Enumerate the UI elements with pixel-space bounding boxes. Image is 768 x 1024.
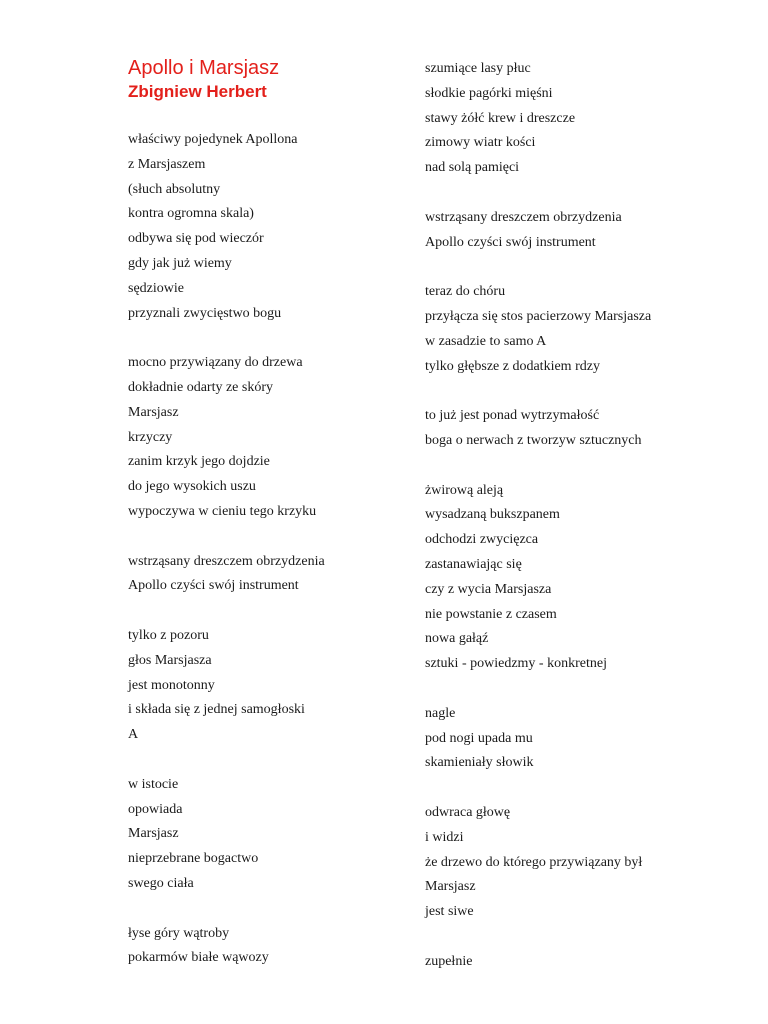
poem-line: kontra ogromna skala): [128, 206, 254, 222]
poem-line: Marsjasz: [425, 879, 476, 895]
poem-line: w zasadzie to samo A: [425, 333, 547, 349]
poem-line: wysadzaną bukszpanem: [425, 507, 560, 523]
poem-line: w istocie: [128, 776, 179, 792]
poem-line: właściwy pojedynek Apollona: [128, 132, 298, 147]
poem-line: Marsjasz: [128, 404, 179, 420]
poem-line: sztuki - powiedzmy - konkretnej: [425, 656, 607, 672]
poem-line: nad solą pamięci: [425, 160, 520, 176]
poem-author: Zbigniew Herbert: [128, 82, 267, 101]
poem-line: teraz do chóru: [425, 284, 506, 300]
poem-line: gdy jak już wiemy: [128, 255, 232, 271]
poem-line: skamieniały słowik: [425, 755, 534, 771]
poem-line: do jego wysokich uszu: [128, 479, 256, 495]
poem-line: jest siwe: [425, 904, 474, 920]
stanza: [128, 550, 325, 600]
stanza: [425, 950, 472, 975]
poem-line: żwirową aleją: [425, 482, 504, 498]
poem-line: A: [128, 727, 139, 743]
poem-line: dokładnie odarty ze skóry: [128, 379, 274, 395]
stanza: [128, 128, 298, 326]
poem-line: nie powstanie z czasem: [425, 606, 557, 622]
poem-line: pokarmów białe wąwozy: [128, 950, 269, 966]
stanza: [425, 57, 575, 181]
stanza: [425, 280, 651, 379]
poem-line: wypoczywa w cieniu tego krzyku: [128, 503, 317, 519]
poem-line: odbywa się pod wieczór: [128, 231, 264, 247]
poem-line: opowiada: [128, 801, 183, 817]
poem-line: Apollo czyści swój instrument: [128, 578, 299, 594]
stanza: [128, 624, 305, 748]
poem-line: nieprzebrane bogactwo: [128, 851, 259, 867]
stanza: [425, 404, 642, 454]
poem-line: zimowy wiatr kości: [425, 135, 536, 151]
stanza: [425, 801, 642, 925]
poem-line: tylko z pozoru: [128, 628, 209, 643]
poem-line: wstrząsany dreszczem obrzydzenia: [128, 553, 325, 569]
poem-line: (słuch absolutny: [128, 181, 221, 197]
poem-line: odchodzi zwycięzca: [425, 532, 539, 548]
stanza: [425, 702, 534, 776]
poem-line: i składa się z jednej samogłoski: [128, 702, 305, 718]
poem-line: to już jest ponad wytrzymałość: [425, 408, 600, 424]
poem-line: przyłącza się stos pacierzowy Marsjasza: [425, 308, 652, 324]
poem-line: jest monotonny: [128, 677, 215, 693]
stanza: [128, 922, 269, 972]
poem-line: przyznali zwycięstwo bogu: [128, 305, 282, 321]
poem-line: zanim krzyk jego dojdzie: [128, 454, 270, 470]
poem-line: boga o nerwach z tworzyw sztucznych: [425, 432, 642, 448]
poem-line: pod nogi upada mu: [425, 730, 533, 746]
poem-line: głos Marsjasza: [128, 652, 212, 668]
poem-line: i widzi: [425, 829, 464, 845]
stanza: [128, 773, 258, 897]
poem-line: zastanawiając się: [425, 556, 522, 572]
poem-line: z Marsjaszem: [128, 156, 206, 172]
stanza: [425, 206, 622, 256]
poem-line: że drzewo do którego przywiązany był: [425, 854, 643, 870]
poem-line: zupełnie: [425, 953, 473, 969]
poem-line: swego ciała: [128, 875, 194, 891]
poem-line: czy z wycia Marsjasza: [425, 581, 552, 597]
poem-line: nowa gałąź: [425, 631, 489, 647]
poem-line: krzyczy: [128, 429, 173, 445]
poem-line: nagle: [425, 705, 456, 721]
poem-line: sędziowie: [128, 280, 184, 296]
poem-line: szumiące lasy płuc: [425, 61, 531, 76]
poem-line: mocno przywiązany do drzewa: [128, 355, 303, 371]
poem-line: odwraca głowę: [425, 805, 511, 820]
poem-title: Apollo i Marsjasz: [128, 57, 280, 79]
poem-line: Apollo czyści swój instrument: [425, 234, 596, 250]
poem-line: słodkie pagórki mięśni: [425, 85, 553, 101]
stanza: [128, 351, 316, 525]
poem-line: łyse góry wątroby: [128, 925, 230, 941]
poem-line: stawy żółć krew i dreszcze: [425, 110, 576, 126]
poem-line: Marsjasz: [128, 826, 179, 842]
poem-line: tylko głębsze z dodatkiem rdzy: [425, 358, 600, 374]
poem-line: wstrząsany dreszczem obrzydzenia: [425, 209, 622, 225]
stanza: [425, 479, 607, 677]
